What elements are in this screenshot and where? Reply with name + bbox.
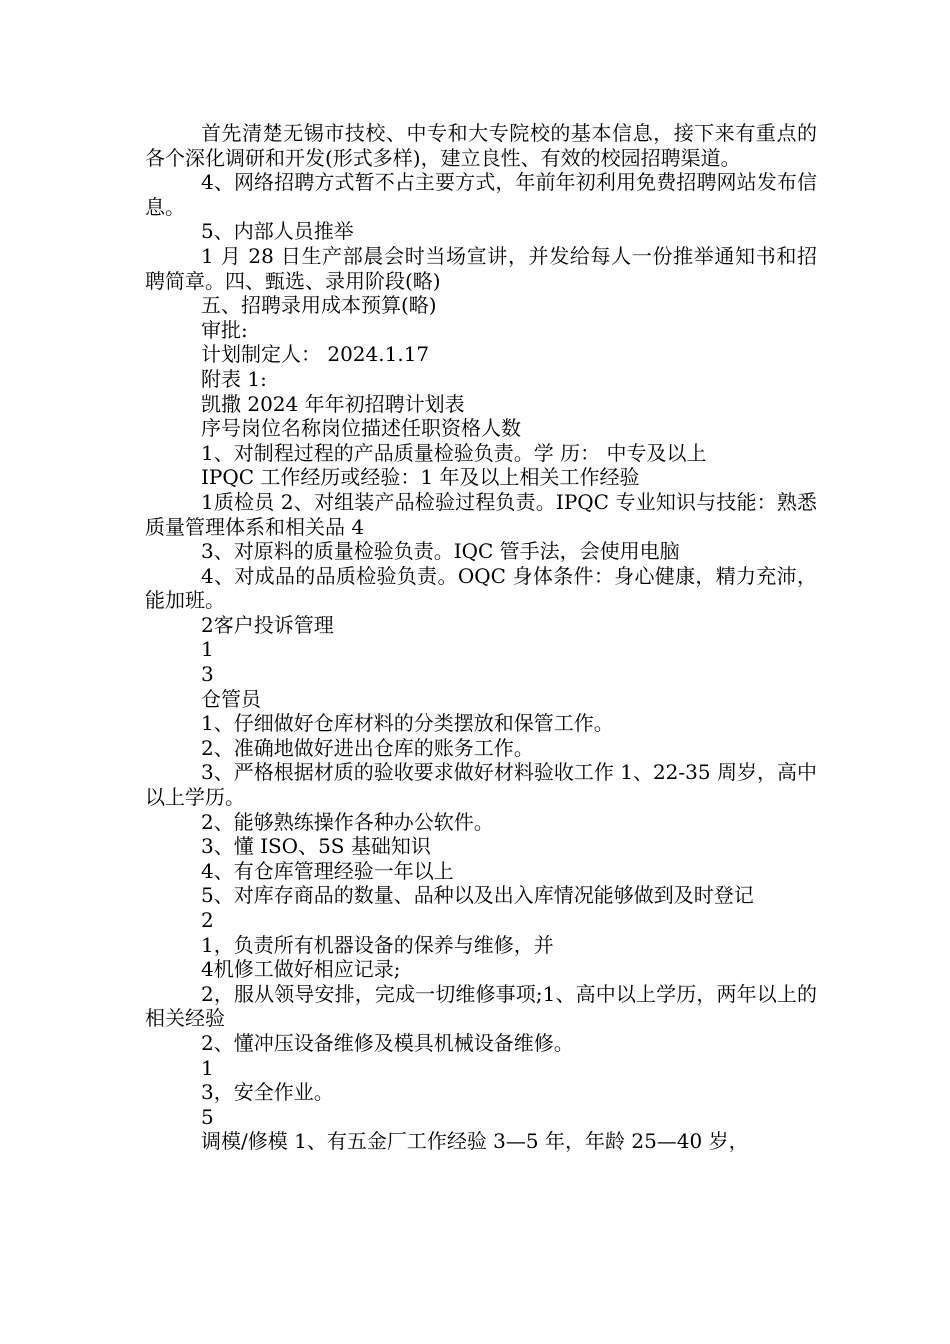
paragraph: 4、对成品的品质检验负责。OQC 身体条件：身心健康，精力充沛，能加班。 bbox=[145, 563, 817, 613]
paragraph: 2、准确地做好进出仓库的账务工作。 bbox=[201, 735, 534, 760]
paragraph: 1 bbox=[201, 1055, 214, 1080]
paragraph: 1 月 28 日生产部晨会时当场宣讲，并发给每人一份推举通知书和招聘简章。四、甄选、录用阶段(略) bbox=[145, 243, 817, 293]
paragraph: 首先清楚无锡市技校、中专和大专院校的基本信息，接下来有重点的各个深化调研和开发(形式多样)，建立良性、有效的校园招聘渠道。 bbox=[145, 121, 817, 170]
paragraph: 2，服从领导安排，完成一切维修事项;1、高中以上学历，两年以上的相关经验 bbox=[145, 981, 817, 1031]
paragraph: 附表 1: bbox=[201, 366, 267, 391]
paragraph: 2 bbox=[201, 908, 214, 932]
paragraph: 4机修工做好相应记录; bbox=[201, 957, 401, 982]
paragraph: 2、能够熟练操作各种办公软件。 bbox=[201, 809, 494, 834]
paragraph: 五、招聘录用成本预算(略) bbox=[201, 293, 437, 318]
paragraph: 3，安全作业。 bbox=[201, 1080, 334, 1105]
paragraph: 3、懂 ISO、5S 基础知识 bbox=[201, 834, 431, 859]
paragraph: 4、有仓库管理经验一年以上 bbox=[201, 858, 454, 883]
paragraph: 5、内部人员推举 bbox=[201, 219, 354, 244]
document-body bbox=[145, 121, 817, 1154]
paragraph: 审批: bbox=[201, 317, 248, 342]
paragraph: IPQC 工作经历或经验：1 年及以上相关工作经验 bbox=[201, 465, 640, 490]
paragraph: 5、对库存商品的数量、品种以及出入库情况能够做到及时登记 bbox=[201, 883, 754, 908]
paragraph: 1 bbox=[201, 637, 214, 662]
paragraph: 5 bbox=[201, 1104, 214, 1129]
paragraph: 3、严格根据材质的验收要求做好材料验收工作 1、22-35 周岁，高中以上学历。 bbox=[145, 760, 817, 810]
paragraph: 4、网络招聘方式暂不占主要方式，年前年初利用免费招聘网站发布信息。 bbox=[145, 170, 817, 219]
paragraph: 凯撒 2024 年年初招聘计划表 bbox=[201, 391, 465, 416]
paragraph: 1质检员 2、对组装产品检验过程负责。IPQC 专业知识与技能：熟悉质量管理体系和相关品 4 bbox=[145, 489, 817, 539]
paragraph: 3、对原料的质量检验负责。IQC 管手法，会使用电脑 bbox=[201, 539, 680, 564]
paragraph: 调模/修模 1、有五金厂工作经验 3—5 年，年龄 25—40 岁， bbox=[201, 1129, 749, 1154]
paragraph: 1，负责所有机器设备的保养与维修，并 bbox=[201, 932, 554, 957]
paragraph: 2客户投诉管理 bbox=[201, 612, 334, 637]
paragraph: 2、懂冲压设备维修及模具机械设备维修。 bbox=[201, 1030, 574, 1055]
paragraph: 1、仔细做好仓库材料的分类摆放和保管工作。 bbox=[201, 711, 614, 736]
paragraph: 计划制定人： 2024.1.17 bbox=[201, 342, 430, 367]
paragraph: 3 bbox=[201, 662, 214, 687]
paragraph: 仓管员 bbox=[201, 686, 261, 711]
paragraph: 1、对制程过程的产品质量检验负责。学 历： 中专及以上 bbox=[201, 440, 707, 465]
paragraph: 序号岗位名称岗位描述任职资格人数 bbox=[201, 416, 521, 441]
